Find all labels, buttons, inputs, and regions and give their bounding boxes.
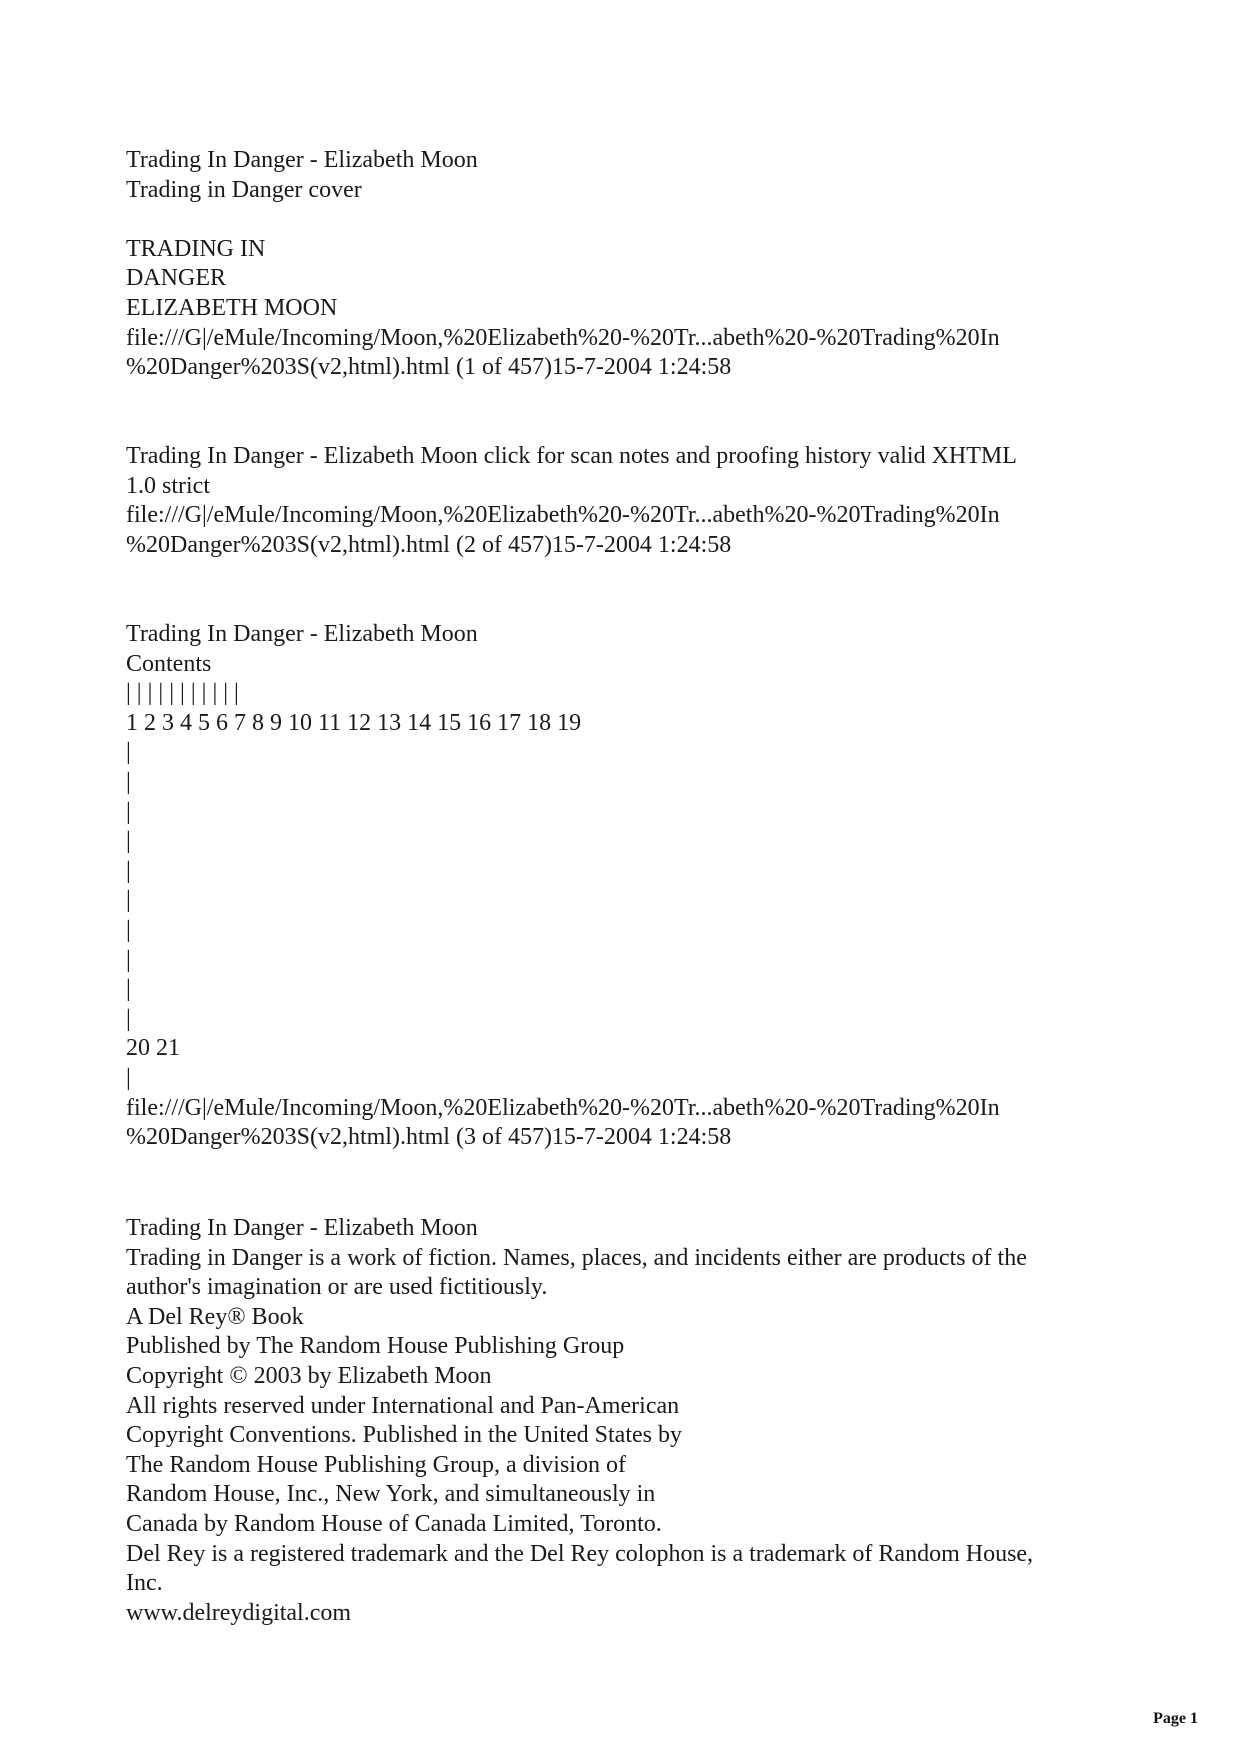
separator-line: |: [126, 798, 131, 825]
file-path-line: %20Danger%203S(v2,html).html (1 of 457)15-7-2004 1:24:58: [126, 354, 732, 381]
file-path-line: file:///G|/eMule/Incoming/Moon,%20Elizabeth%20-%20Tr...abeth%20-%20Trading%20In: [126, 324, 1000, 351]
text-line: A Del Rey® Book: [126, 1303, 304, 1330]
separator-line: |: [126, 739, 131, 766]
separator-line: |: [126, 857, 131, 884]
separator-line: |: [126, 976, 131, 1003]
text-line: Trading in Danger is a work of fiction. Names, places, and incidents either are products of the: [126, 1244, 1027, 1271]
separator-line: |: [126, 1064, 131, 1091]
separator-line: |: [126, 1005, 131, 1032]
text-line: Del Rey is a registered trademark and the Del Rey colophon is a trademark of Random House,: [126, 1540, 1034, 1567]
text-line: Trading In Danger - Elizabeth Moon click for scan notes and proofing history valid XHTML: [126, 443, 1017, 469]
text-line: 1.0 strict: [126, 472, 210, 499]
text-line: Trading In Danger - Elizabeth Moon: [126, 621, 478, 647]
blank-line: [126, 205, 1126, 235]
chapter-links: 1 2 3 4 5 6 7 8 9 10 11 12 13 14 15 16 17 18 19: [126, 709, 582, 736]
separator-line: |: [126, 916, 131, 943]
text-line: Copyright © 2003 by Elizabeth Moon: [126, 1362, 492, 1389]
text-line: Trading In Danger - Elizabeth Moon: [126, 1215, 478, 1241]
section-scan-notes: [126, 442, 1126, 560]
text-line: Trading In Danger - Elizabeth Moon: [126, 147, 478, 173]
website-url: www.delreydigital.com: [126, 1599, 352, 1626]
separator-line: |: [126, 887, 131, 914]
file-path-line: file:///G|/eMule/Incoming/Moon,%20Elizabeth%20-%20Tr...abeth%20-%20Trading%20In: [126, 1094, 1000, 1121]
text-line: The Random House Publishing Group, a division of: [126, 1451, 626, 1478]
text-line: Canada by Random House of Canada Limited, Toronto.: [126, 1510, 662, 1537]
text-line: Copyright Conventions. Published in the United States by: [126, 1422, 682, 1449]
file-path-line: %20Danger%203S(v2,html).html (2 of 457)15-7-2004 1:24:58: [126, 531, 732, 558]
separator-line: |: [126, 768, 131, 795]
section-cover: [126, 146, 1126, 383]
contents-heading: Contents: [126, 650, 212, 677]
page-number: Page 1: [1153, 1710, 1198, 1727]
text-line: ELIZABETH MOON: [126, 294, 338, 321]
text-line: author's imagination or are used fictitiously.: [126, 1274, 548, 1301]
text-line: DANGER: [126, 265, 226, 292]
text-line: All rights reserved under International and Pan-American: [126, 1392, 680, 1419]
separator-line: |: [126, 828, 131, 855]
contents-separators: | | | | | | | | | | |: [126, 680, 239, 707]
file-path-line: file:///G|/eMule/Incoming/Moon,%20Elizabeth%20-%20Tr...abeth%20-%20Trading%20In: [126, 502, 1000, 529]
section-contents: [126, 620, 1126, 1153]
chapter-links: 20 21: [126, 1035, 180, 1062]
text-line: Trading in Danger cover: [126, 176, 362, 203]
text-line: Published by The Random House Publishing Group: [126, 1333, 625, 1360]
text-line: Random House, Inc., New York, and simultaneously in: [126, 1481, 656, 1508]
section-copyright: [126, 1214, 1126, 1628]
text-line: Inc.: [126, 1570, 163, 1597]
file-path-line: %20Danger%203S(v2,html).html (3 of 457)15-7-2004 1:24:58: [126, 1124, 732, 1151]
separator-line: |: [126, 946, 131, 973]
text-line: TRADING IN: [126, 235, 266, 262]
